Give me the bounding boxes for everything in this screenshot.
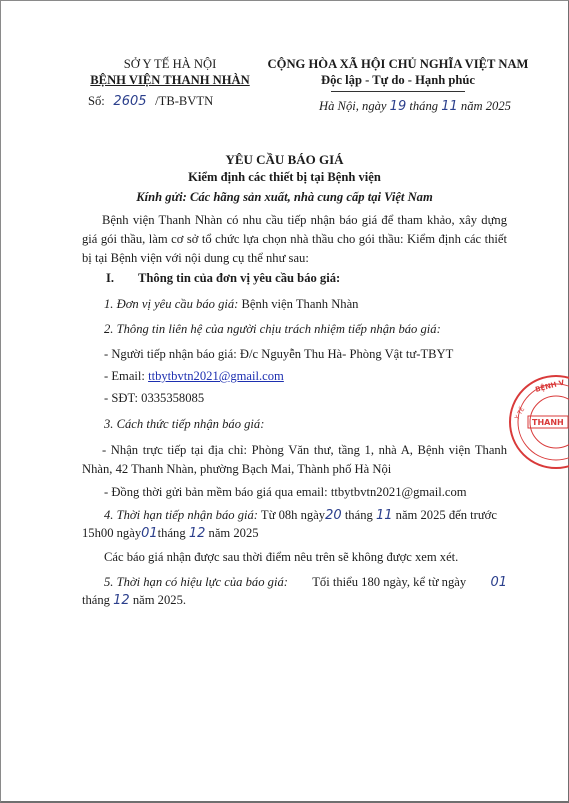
item4-to-month-label: tháng: [157, 526, 186, 540]
svg-text:Y TẾ: Y TẾ: [513, 406, 527, 421]
date-year: năm 2025: [460, 99, 511, 113]
document-number-label: Số:: [88, 94, 105, 108]
date-month-label: tháng: [409, 99, 439, 113]
department-name: SỞ Y TẾ HÀ NỘI: [123, 57, 217, 71]
contact-email-link[interactable]: ttbytbvtn2021@gmail.com: [148, 369, 284, 383]
item5-month-handwritten: 12: [113, 593, 130, 608]
date-month-handwritten: 11: [441, 99, 458, 114]
section1-title: Thông tin của đơn vị yêu cầu báo giá:: [138, 271, 341, 285]
item4-to-month-handwritten: 12: [188, 526, 206, 541]
national-motto: Độc lập - Tự do - Hạnh phúc: [321, 73, 475, 87]
item4-month-label: tháng: [344, 508, 373, 522]
motto-underline: [331, 91, 465, 92]
document-number-suffix: /TB-BVTN: [155, 94, 214, 108]
item4-year: năm 2025 đến trước: [395, 508, 497, 522]
hospital-stamp: [506, 372, 569, 472]
recipient-line: Kính gửi: Các hãng sản xuất, nhà cung cấp tại Việt Nam: [136, 190, 433, 204]
item1: [104, 297, 358, 312]
item1-value: Bệnh viện Thanh Nhàn: [241, 297, 359, 311]
item4-line1: [104, 508, 497, 523]
item4-from-month-handwritten: 11: [375, 508, 393, 523]
contact-email-label: - Email:: [104, 369, 145, 383]
document-subtitle: Kiểm định các thiết bị tại Bệnh viện: [188, 170, 381, 184]
item5-day-handwritten: 01: [490, 575, 507, 590]
svg-text:THANH: THANH: [532, 418, 564, 427]
item4-to-day-handwritten: 01: [141, 526, 158, 541]
receive-email: - Đồng thời gửi bản mềm báo giá qua email: ttbytbvtn2021@gmail.com: [104, 485, 467, 499]
item4-label: 4. Thời hạn tiếp nhận báo giá:: [104, 508, 258, 522]
document-number: [88, 94, 213, 109]
item4-to-time: 15h00 ngày: [82, 526, 142, 540]
item4-line2: [82, 526, 259, 541]
item5-month-label: tháng: [82, 593, 110, 607]
notice-line: Các báo giá nhận được sau thời điểm nêu trên sẽ không được xem xét.: [104, 550, 459, 564]
hospital-name: BỆNH VIỆN THANH NHÀN: [90, 73, 250, 87]
item3-label: 3. Cách thức tiếp nhận báo giá:: [104, 417, 265, 431]
issue-date: [319, 99, 511, 114]
document-number-handwritten: 2605: [113, 94, 147, 109]
stamp-seal-icon: [506, 372, 569, 472]
intro-paragraph: Bệnh viện Thanh Nhàn có nhu cầu tiếp nhận báo giá để tham khảo, xây dựng giá gói thầu, làm cơ sở tổ chức lựa chọn nhà thầu cho gói thầu: Kiểm định các thiết bị tại Bệnh viện với nội dung cụ thể như sau:: [82, 213, 507, 265]
item4-from: Từ 08h ngày: [260, 508, 326, 522]
item5-value: Tối thiểu 180 ngày, kể từ ngày: [312, 575, 467, 589]
item5-label: 5. Thời hạn có hiệu lực của báo giá:: [104, 575, 288, 589]
contact-receiver: - Người tiếp nhận báo giá: Đ/c Nguyễn Thu Hà- Phòng Vật tư-TBYT: [104, 347, 454, 361]
contact-email-line: [104, 369, 284, 384]
item4-to-year: năm 2025: [208, 526, 259, 540]
svg-text:BỆNH V: BỆNH V: [534, 378, 566, 394]
item5-line2: [82, 593, 186, 608]
document-title: YÊU CẦU BÁO GIÁ: [225, 152, 344, 167]
date-day-handwritten: 19: [389, 99, 407, 114]
item5-year: năm 2025.: [132, 593, 187, 607]
date-prefix: Hà Nội, ngày: [319, 99, 387, 113]
section1-number: I.: [106, 271, 115, 285]
item2-label: 2. Thông tin liên hệ của người chịu trách nhiệm tiếp nhận báo giá:: [104, 322, 441, 336]
national-title: CỘNG HÒA XÃ HỘI CHỦ NGHĨA VIỆT NAM: [267, 57, 529, 71]
receive-direct: - Nhận trực tiếp tại địa chỉ: Phòng Văn thư, tầng 1, nhà A, Bệnh viện Thanh Nhàn, 42 Thanh Nhàn, phường Bạch Mai, Thành phố Hà Nội: [82, 443, 507, 476]
item1-label: 1. Đơn vị yêu cầu báo giá:: [104, 297, 239, 311]
contact-phone: - SĐT: 0335358085: [104, 391, 205, 405]
item5-line1: [104, 575, 507, 590]
item4-from-day-handwritten: 20: [325, 508, 342, 523]
